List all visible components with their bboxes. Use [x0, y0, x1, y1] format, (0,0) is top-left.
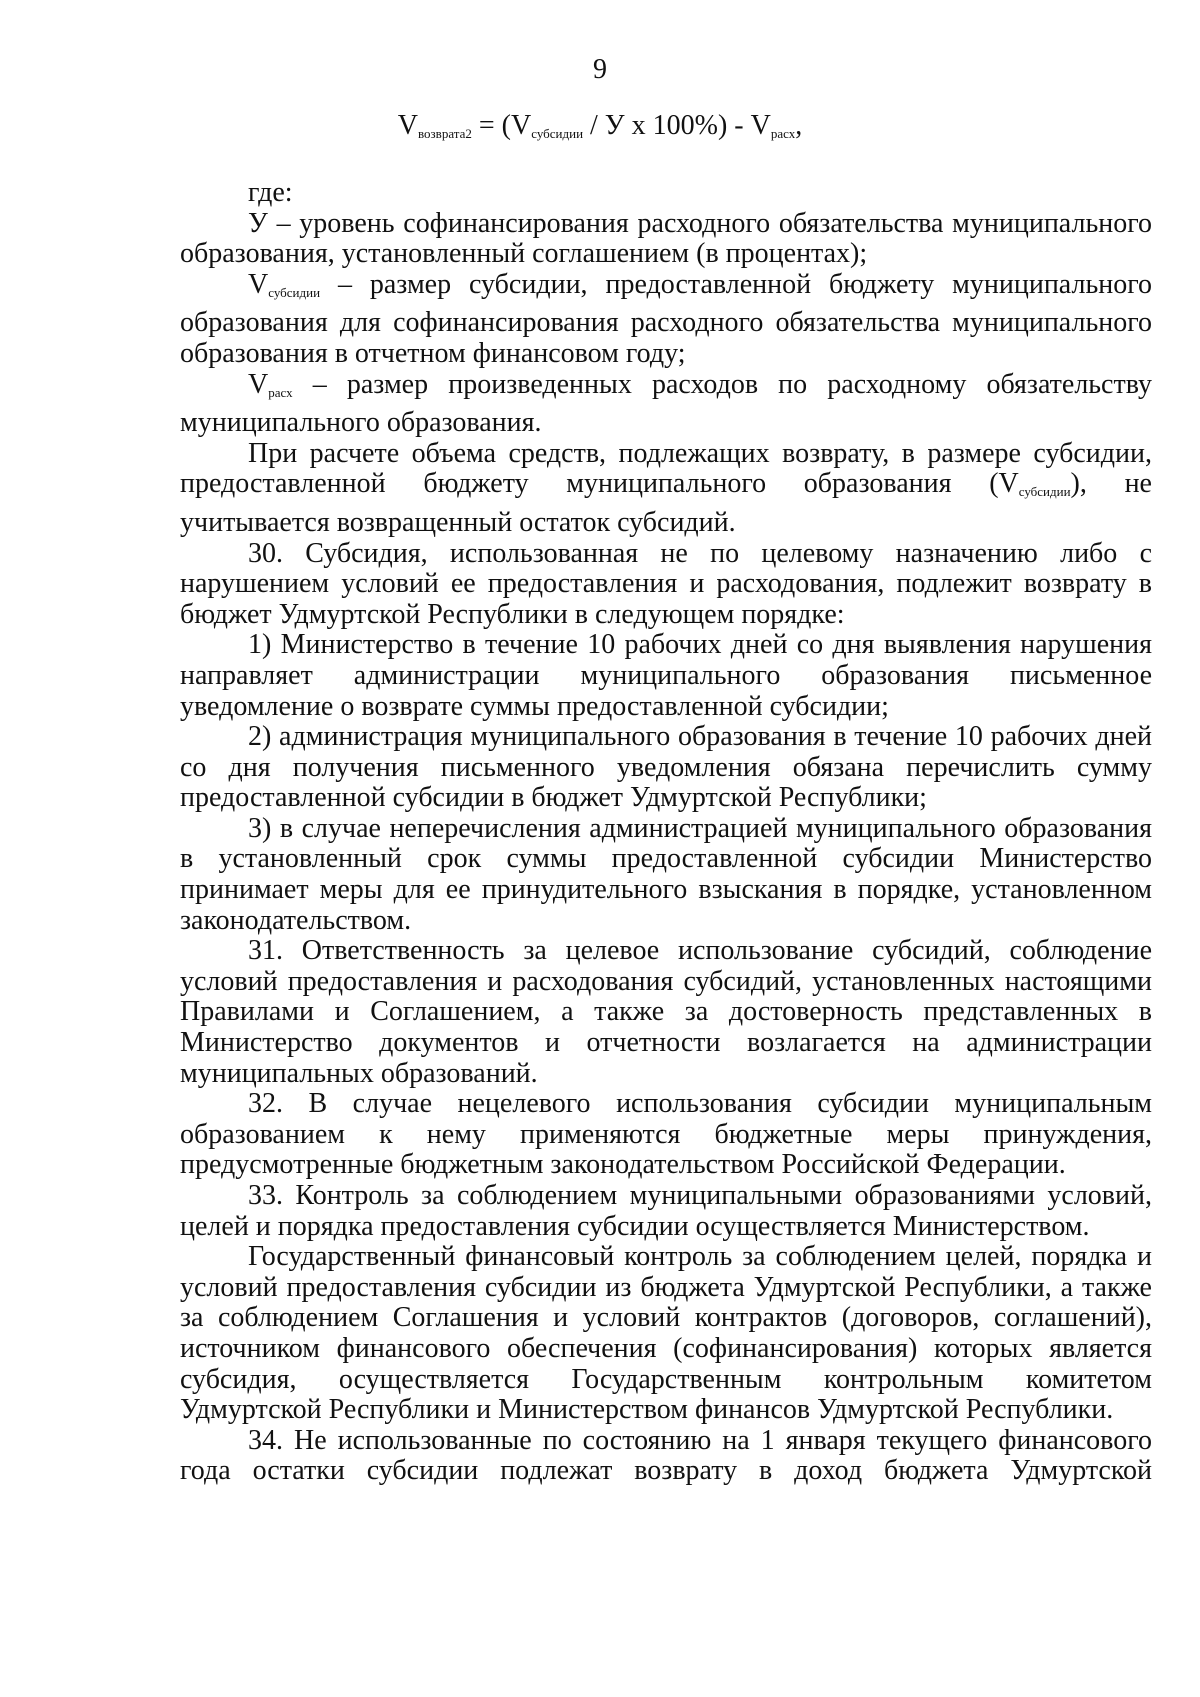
- definition-v-subsidy-text: – размер субсидии, предоставленной бюджету муниципального образования для софинансирования расходного обязательства муниципального образования в отчетном финансовом году;: [180, 268, 1152, 369]
- formula-v-return: V: [397, 110, 418, 141]
- paragraph-30-item-2: 2) администрация муниципального образования в течение 10 рабочих дней со дня получения письменного уведомления обязана перечислить сумму предоставленной субсидии в бюджет Удмуртской Республики;: [180, 721, 1152, 814]
- paragraph-31: 31. Ответственность за целевое использование субсидий, соблюдение условий предоставления и расходования субсидий, установленных настоящими Правилами и Соглашением, а также за достоверность представленных в Министерство документов и отчетности возлагается на администрации муниципальных образований.: [180, 935, 1152, 1089]
- definition-v-expense-text: – размер произведенных расходов по расходному обязательству муниципального образования.: [180, 368, 1152, 439]
- definition-v-expense-symbol: V: [248, 368, 269, 400]
- definition-v-subsidy-symbol: V: [248, 268, 269, 300]
- paragraph-33-state-control: Государственный финансовый контроль за соблюдением целей, порядка и условий предоставления субсидии из бюджета Удмуртской Республики, а также за соблюдением Соглашения и условий контрактов (договоров, соглашений), источником финансового обеспечения (софинансирования) которых является субсидия, осуществляется Государственным контрольным комитетом Удмуртской Республики и Министерством финансов Удмуртской Республики.: [180, 1241, 1152, 1426]
- definition-v-expense: [180, 370, 1152, 439]
- paragraph-calculation-sub: субсидии: [1018, 484, 1071, 500]
- formula-v-subsidy-sub: субсидии: [531, 126, 584, 141]
- formula-v-subsidy: V: [511, 110, 532, 141]
- paragraph-32: 32. В случае нецелевого использования субсидии муниципальным образованием к нему применяются бюджетные меры принуждения, предусмотренные бюджетным законодательством Российской Федерации.: [180, 1088, 1152, 1181]
- formula-v-exp: V: [750, 110, 771, 141]
- return-formula: [0, 110, 1200, 142]
- paragraph-calculation-before: При расчете объема средств, подлежащих возврату, в размере субсидии, предоставленной бюджету муниципального образования (V: [180, 437, 1152, 500]
- where-label: где:: [248, 177, 293, 208]
- paragraph-30: 30. Субсидия, использованная не по целевому назначению либо с нарушением условий ее предоставления и расходования, подлежит возврату в бюджет Удмуртской Республики в следующем порядке:: [180, 537, 1152, 630]
- formula-mid: / У x 100%) -: [583, 110, 751, 141]
- document-body: [180, 178, 1152, 1487]
- formula-tail: ,: [795, 110, 803, 141]
- formula-v-return-sub: возврата2: [418, 126, 472, 141]
- page-number: 9: [593, 54, 607, 85]
- paragraph-calculation: [180, 439, 1152, 539]
- definition-v-subsidy-sub: субсидии: [268, 284, 321, 300]
- definition-v-expense-sub: расх: [268, 384, 293, 400]
- paragraph-33: 33. Контроль за соблюдением муниципальными образованиями условий, целей и порядка предоставления субсидии осуществляется Министерством.: [180, 1180, 1152, 1242]
- paragraph-34: 34. Не использованные по состоянию на 1 января текущего финансового года остатки субсидии подлежат возврату в доход бюджета Удмуртской: [180, 1424, 1152, 1487]
- paragraph-30-item-3: 3) в случае неперечисления администрацией муниципального образования в установленный срок суммы предоставленной субсидии Министерство принимает меры для ее принудительного взыскания в порядке, установленном законодательством.: [180, 812, 1152, 936]
- paragraph-30-item-1: 1) Министерство в течение 10 рабочих дней со дня выявления нарушения направляет администрации муниципального образования письменное уведомление о возврате суммы предоставленной субсидии;: [180, 629, 1152, 722]
- definition-u: У – уровень софинансирования расходного обязательства муниципального образования, установленный соглашением (в процентах);: [180, 207, 1152, 270]
- formula-eq: = (: [471, 110, 511, 141]
- formula-v-exp-sub: расх: [770, 126, 796, 141]
- definition-v-subsidy: [180, 270, 1152, 370]
- paragraph-calculation-after: ), не учитывается возвращенный остаток субсидий.: [180, 468, 1152, 538]
